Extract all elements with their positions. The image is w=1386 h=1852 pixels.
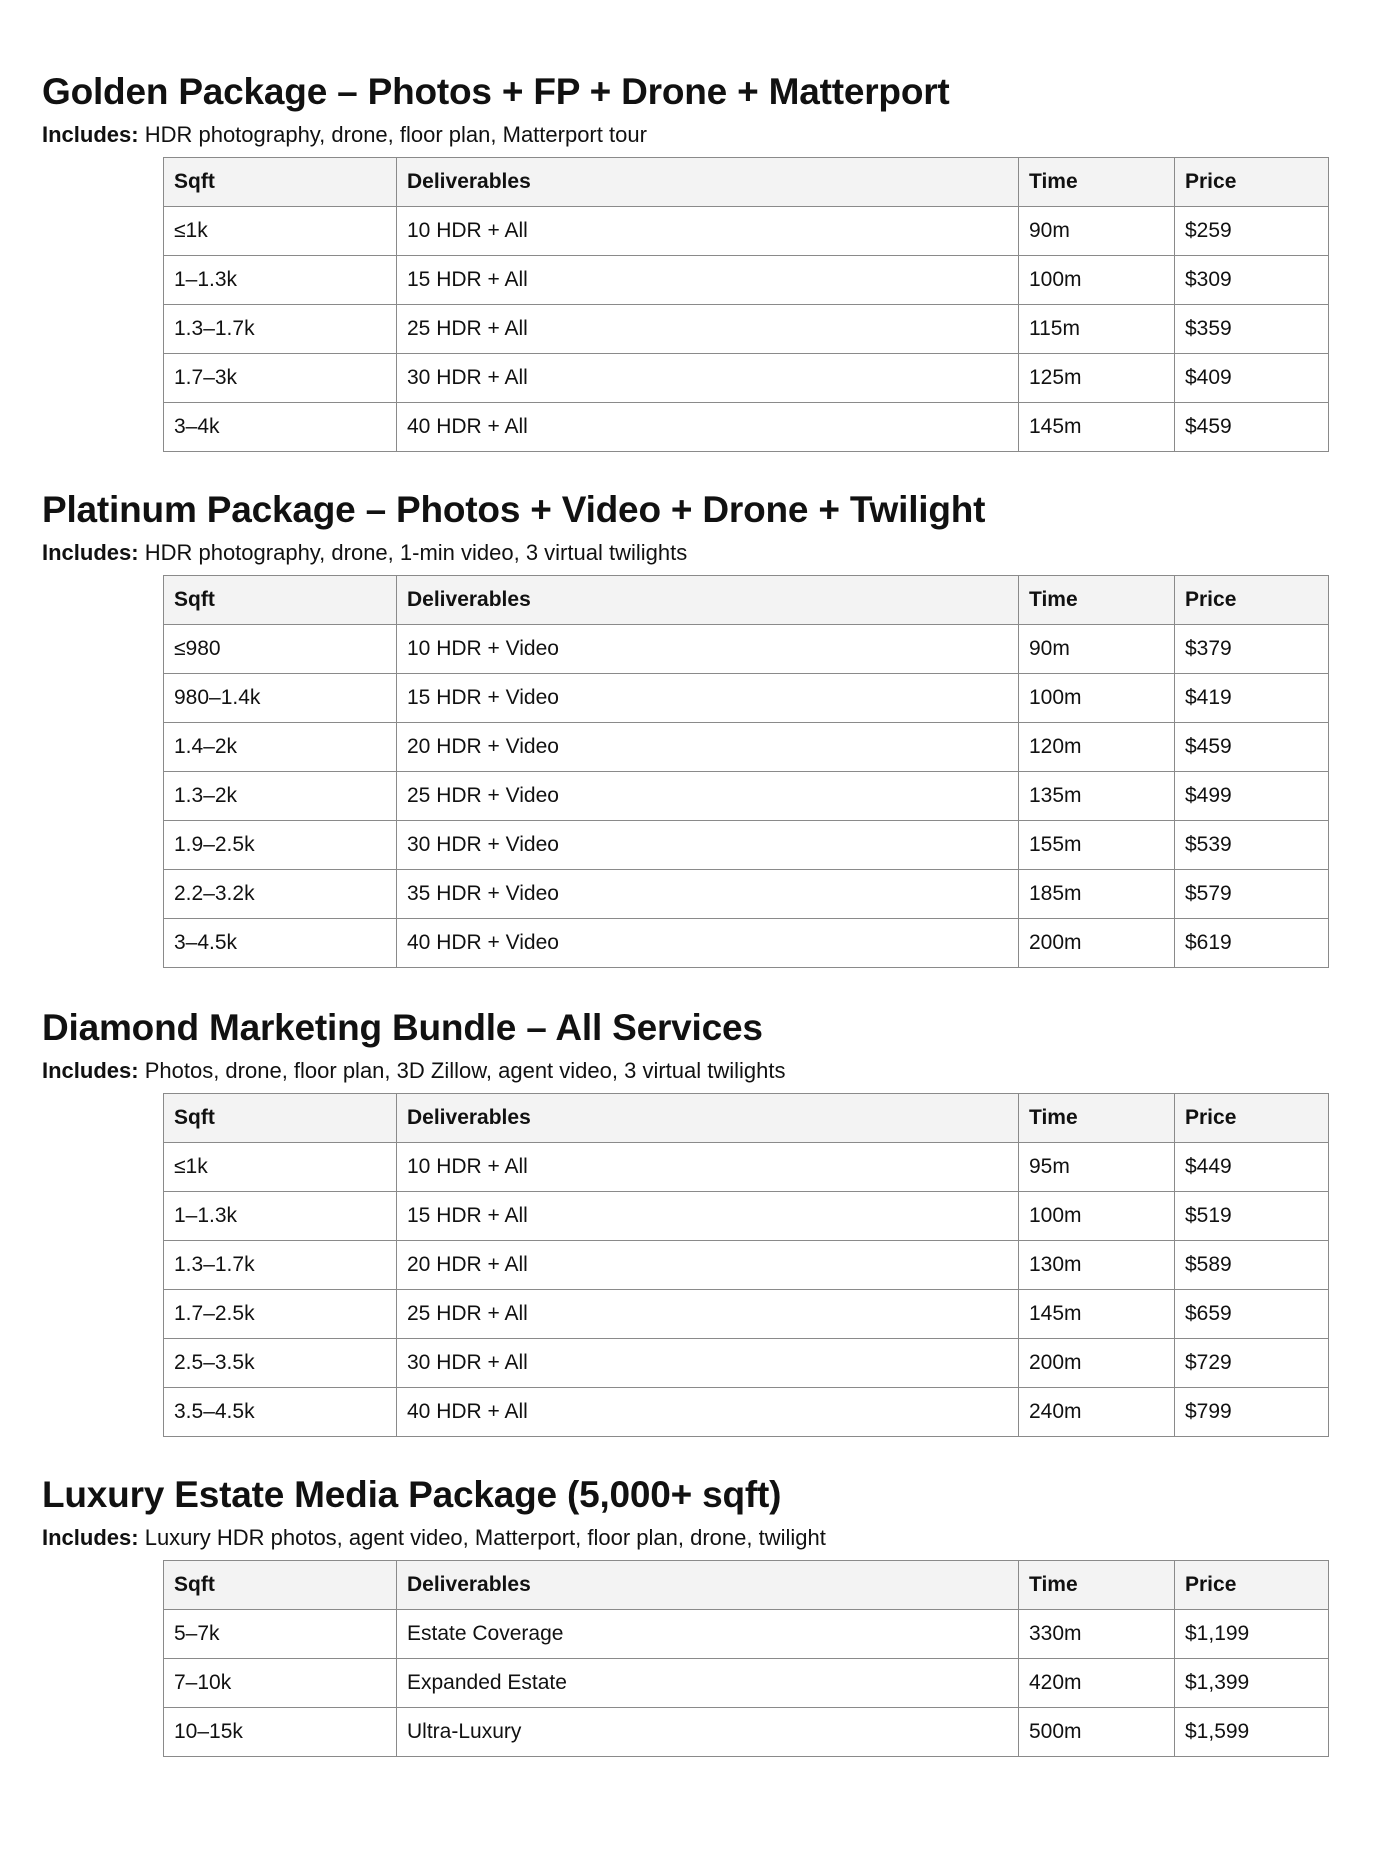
deliverables-cell: 40 HDR + All [397,403,1019,452]
includes-line [42,538,1208,568]
column-header-price: Price [1175,1094,1329,1143]
column-header-price: Price [1175,158,1329,207]
time-cell: 130m [1019,1241,1175,1290]
table-row [164,1290,1329,1339]
time-cell: 185m [1019,870,1175,919]
column-header-time: Time [1019,1561,1175,1610]
sqft-cell: 1.3–1.7k [164,1241,397,1290]
deliverables-cell: 25 HDR + All [397,1290,1019,1339]
time-cell: 500m [1019,1708,1175,1757]
table-row [164,256,1329,305]
sqft-cell: 1.3–2k [164,772,397,821]
time-cell: 100m [1019,256,1175,305]
sqft-cell: 3–4.5k [164,919,397,968]
sqft-cell: 2.5–3.5k [164,1339,397,1388]
includes-line [42,1523,1208,1553]
sqft-cell: 10–15k [164,1708,397,1757]
table-row [164,723,1329,772]
table-header-row [164,1561,1329,1610]
time-cell: 135m [1019,772,1175,821]
price-cell: $659 [1175,1290,1329,1339]
sqft-cell: 3–4k [164,403,397,452]
deliverables-cell: 25 HDR + All [397,305,1019,354]
sqft-cell: 1–1.3k [164,256,397,305]
column-header-deliverables: Deliverables [397,576,1019,625]
table-row [164,1143,1329,1192]
section-title: Platinum Package – Photos + Video + Drone + Twilight [42,489,986,530]
sqft-cell: 1.4–2k [164,723,397,772]
column-header-time: Time [1019,158,1175,207]
sqft-cell: 5–7k [164,1610,397,1659]
deliverables-cell: 35 HDR + Video [397,870,1019,919]
table-row [164,821,1329,870]
includes-text: Luxury HDR photos, agent video, Matterport, floor plan, drone, twilight [144,1525,826,1550]
luxury-estate-section [42,1473,1250,1757]
time-cell: 200m [1019,919,1175,968]
time-cell: 100m [1019,1192,1175,1241]
platinum-package-section [42,488,1237,968]
deliverables-cell: 40 HDR + All [397,1388,1019,1437]
includes-text: Photos, drone, floor plan, 3D Zillow, agent video, 3 virtual twilights [144,1058,786,1083]
sqft-cell: ≤1k [164,207,397,256]
deliverables-cell: 40 HDR + Video [397,919,1019,968]
price-cell: $1,399 [1175,1659,1329,1708]
sqft-cell: 7–10k [164,1659,397,1708]
column-header-time: Time [1019,576,1175,625]
sqft-cell: 1.9–2.5k [164,821,397,870]
sqft-cell: 3.5–4.5k [164,1388,397,1437]
includes-label: Includes: [42,1058,139,1083]
deliverables-cell: 15 HDR + All [397,1192,1019,1241]
time-cell: 125m [1019,354,1175,403]
table-row [164,674,1329,723]
deliverables-cell: 30 HDR + All [397,1339,1019,1388]
sqft-cell: 1.7–3k [164,354,397,403]
time-cell: 330m [1019,1610,1175,1659]
table-row [164,1610,1329,1659]
column-header-sqft: Sqft [164,158,397,207]
deliverables-cell: 15 HDR + All [397,256,1019,305]
time-cell: 115m [1019,305,1175,354]
time-cell: 100m [1019,674,1175,723]
column-header-sqft: Sqft [164,576,397,625]
deliverables-cell: 10 HDR + Video [397,625,1019,674]
includes-line [42,120,1208,150]
table-row [164,1708,1329,1757]
table-row [164,354,1329,403]
column-header-sqft: Sqft [164,1094,397,1143]
sqft-cell: 2.2–3.2k [164,870,397,919]
price-cell: $539 [1175,821,1329,870]
price-cell: $459 [1175,723,1329,772]
deliverables-cell: Ultra-Luxury [397,1708,1019,1757]
price-cell: $1,599 [1175,1708,1329,1757]
pricing-table [163,575,1329,968]
column-header-sqft: Sqft [164,1561,397,1610]
table-row [164,772,1329,821]
deliverables-cell: Expanded Estate [397,1659,1019,1708]
price-cell: $419 [1175,674,1329,723]
includes-label: Includes: [42,1525,139,1550]
price-cell: $799 [1175,1388,1329,1437]
deliverables-cell: 15 HDR + Video [397,674,1019,723]
price-cell: $579 [1175,870,1329,919]
column-header-deliverables: Deliverables [397,1094,1019,1143]
time-cell: 145m [1019,403,1175,452]
table-header-row [164,576,1329,625]
includes-label: Includes: [42,122,139,147]
golden-package-section [42,70,1237,452]
time-cell: 240m [1019,1388,1175,1437]
price-cell: $1,199 [1175,1610,1329,1659]
price-cell: $259 [1175,207,1329,256]
deliverables-cell: 10 HDR + All [397,1143,1019,1192]
sqft-cell: ≤1k [164,1143,397,1192]
price-cell: $589 [1175,1241,1329,1290]
section-title: Luxury Estate Media Package (5,000+ sqft) [42,1474,782,1515]
deliverables-cell: 20 HDR + Video [397,723,1019,772]
table-row [164,403,1329,452]
diamond-bundle-section [42,1006,1237,1437]
table-row [164,1388,1329,1437]
sqft-cell: ≤980 [164,625,397,674]
table-row [164,870,1329,919]
sqft-cell: 1–1.3k [164,1192,397,1241]
pricing-table [163,1093,1329,1437]
time-cell: 145m [1019,1290,1175,1339]
price-cell: $459 [1175,403,1329,452]
table-row [164,207,1329,256]
deliverables-cell: 10 HDR + All [397,207,1019,256]
table-header-row [164,158,1329,207]
price-cell: $729 [1175,1339,1329,1388]
price-cell: $409 [1175,354,1329,403]
price-cell: $519 [1175,1192,1329,1241]
price-cell: $359 [1175,305,1329,354]
pricing-table [163,157,1329,452]
deliverables-cell: 25 HDR + Video [397,772,1019,821]
price-cell: $619 [1175,919,1329,968]
column-header-time: Time [1019,1094,1175,1143]
section-title: Golden Package – Photos + FP + Drone + Matterport [42,71,950,112]
time-cell: 90m [1019,207,1175,256]
includes-text: HDR photography, drone, 1-min video, 3 virtual twilights [144,540,688,565]
table-header-row [164,1094,1329,1143]
time-cell: 120m [1019,723,1175,772]
pricing-table [163,1560,1329,1757]
time-cell: 420m [1019,1659,1175,1708]
includes-label: Includes: [42,540,139,565]
table-row [164,625,1329,674]
table-row [164,1192,1329,1241]
table-row [164,1339,1329,1388]
time-cell: 90m [1019,625,1175,674]
deliverables-cell: 20 HDR + All [397,1241,1019,1290]
price-cell: $379 [1175,625,1329,674]
table-row [164,305,1329,354]
includes-line [42,1056,1208,1086]
time-cell: 200m [1019,1339,1175,1388]
table-row [164,1241,1329,1290]
sqft-cell: 1.3–1.7k [164,305,397,354]
includes-text: HDR photography, drone, floor plan, Matterport tour [144,122,647,147]
price-cell: $449 [1175,1143,1329,1192]
deliverables-cell: 30 HDR + Video [397,821,1019,870]
deliverables-cell: 30 HDR + All [397,354,1019,403]
price-cell: $499 [1175,772,1329,821]
sqft-cell: 1.7–2.5k [164,1290,397,1339]
sqft-cell: 980–1.4k [164,674,397,723]
time-cell: 155m [1019,821,1175,870]
table-row [164,919,1329,968]
time-cell: 95m [1019,1143,1175,1192]
table-row [164,1659,1329,1708]
deliverables-cell: Estate Coverage [397,1610,1019,1659]
section-title: Diamond Marketing Bundle – All Services [42,1007,763,1048]
column-header-deliverables: Deliverables [397,158,1019,207]
column-header-deliverables: Deliverables [397,1561,1019,1610]
column-header-price: Price [1175,1561,1329,1610]
column-header-price: Price [1175,576,1329,625]
price-cell: $309 [1175,256,1329,305]
